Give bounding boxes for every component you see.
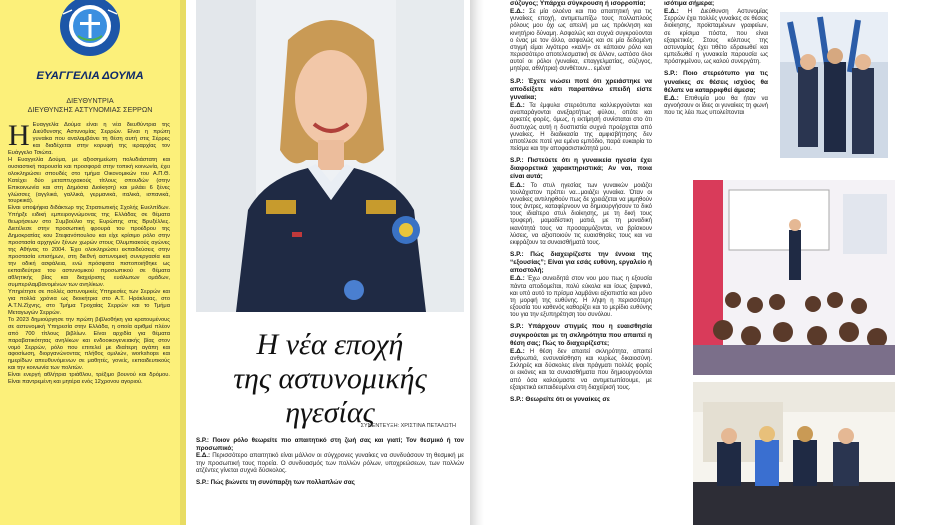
sidebar-edge: [180, 0, 186, 525]
bio-text: [8, 119, 170, 386]
interview-block: S.P.: Έχετε νιώσει ποτέ ότι χρειάστηκε να αποδείξετε κάτι παραπάνω επειδή είστε γυναίκα; Ε.Δ.: Τα έμφυλα στερεότυπα καλλιεργούνται και αναπαράγονται ανεξαρτήτως φύλου, οπότε και αρκετές φορές, όμως, η εκτίμησή συνίσταται στο ότι δυστυχώς αυτή η δυσπιστία συχνά προέρχεται από γυναίκες. Η διαδικασία της αμφισβήτησης δεν αποτέλεσε ποτέ για εμένα εμπόδιο, παρά ευκαιρία το πείσμα και την αποφασιστικότητά μου.: [510, 77, 652, 152]
left-interview: [196, 437, 464, 487]
dropcap: Η: [8, 119, 30, 152]
person-name: ΕΥΑΓΓΕΛΙΑ ΔΟΥΜΑ: [36, 70, 144, 82]
role-line2: ΔΙΕΥΘΥΝΣΗΣ ΑΣΤΥΝΟΜΙΑΣ ΣΕΡΡΩΝ: [27, 105, 153, 114]
headline: [196, 328, 464, 430]
bio-sidebar: [0, 0, 180, 525]
panel-event-photo: [693, 382, 895, 525]
interview-block: S.P.: Υπάρχουν στιγμές που η ευαισθησία συγκρούεται με τη σκληρότητα που απαιτεί η θέση σας; Πώς το διαχειρίζεστε; Ε.Δ.: Η θέση δεν απαιτεί σκληρότητα, απαιτεί ανθρωπιά, ενσυναίσθηση και κυρίως δικαιοσύνη. Σκληρές και δύσκολες είναι πράγματι πολλές φορές οι εικόνες και τα συναισθήματα που δημιουργούνται από όσα καλούμαστε να αντιμετωπίσουμε, με εξαιρετικά εκπαιδευμένοι στη διαχείρισή τους.: [510, 323, 652, 391]
bio-paragraph: Η Ευαγγελία Δούμα, με αξιοσημείωτη πολυδιάστατη και ουσιαστική παρουσία και προσφορά στην τοπική κοινωνία, έχει ολοκληρώσει σπουδές στο τμήμα Οικονομικών του Α.Π.Θ. Κατέχει δύο μεταπτυχιακούς τίτλους σπουδών (στην Επικοινωνία και στη Δημόσια Διοίκηση) και μιλάει 6 ξένες γλώσσες (αγγλικά, γαλλικά, γερμανικά, ιταλικά, ισπανικά, τουρκικά).: [8, 156, 170, 205]
interview-column-1: [510, 0, 652, 408]
headline-line3: ηγεσίας: [285, 396, 375, 429]
byline: ΣΥΝΕΝΤΕΥΞΗ: ΧΡΙΣΤΙΝΑ ΠΕΤΑΛΩΤΗ: [360, 423, 456, 429]
bio-paragraph: Είναι ενεργή αθλήτρια τριάθλου, τρέξιμο βουνού και δρόμου. Είναι παντρεμένη και μητέρα ενός 12χρονου αγοριού.: [8, 372, 170, 386]
interview-column-2: [664, 0, 768, 121]
headline-line1: Η νέα εποχή: [256, 328, 404, 361]
interview-block: S.P.: Ποιο στερεότυπο για τις γυναίκες σε θέσεις ισχύος θα θέλατε να καταρριφθεί άμεσα; Ε.Δ.: Επιθυμία μου θα ήταν να αγνοήσουν οι ίδιες οι γυναίκες τη φωνή που τις λέει πως υπολείπονται: [664, 70, 768, 117]
interview-block: S.P.: Πιστεύετε ότι η γυναικεία ηγεσία έχει διαφορετικά χαρακτηριστικά; Αν ναι, ποια είναι αυτά; Ε.Δ.: Το στυλ ηγεσίας των γυναικών μοιάζει τουλάχιστον πρέπει να...μοιάζει γυναίκα. Όταν οι γυναίκες αντιληφθούν πως δε χρειάζεται να μιμηθούν τους άντρες, καταφέρνουν να δημιουργήσουν το δικό τους ιδιαίτερο στυλ διοίκησης, με τη δική τους τρυφερή, μαμαδίστικη ματιά, με τη μοναδική ικανότητά τους να προσαρμόζονται, να βρίσκουν λύσεις, να αξιοποιούν τις ευαισθησίες τους και να εκφράζουν τα συναισθήματά τους.: [510, 157, 652, 246]
bio-paragraph: Το 2023 δημιούργησε την πρώτη βιβλιοθήκη για κρατουμένους σε αστυνομική Υπηρεσία στην Ελλάδα, η οποία αριθμεί πλέον από 700 τίτλους βιβλίων. Είναι αρχιδία για θέματα παραβατικότητας ανηλίκων και ενδοοικογενειακής βίας στον νομό Σερρών, ρόλο που επιτελεί με ιδιαίτερη αγάπη και αφοσίωση, διοργανώνοντας πλήθος ομιλιών, workshops και ημερίδων απευθυνόμενων σε μαθητές, γονείς, εκπαιδευτικούς και την κοινωνία των πολιτών.: [8, 316, 170, 372]
bio-paragraph: Η Ευαγγελία Δούμα είναι η νέα διευθύντρια της Διεύθυνσης Αστυνομίας Σερρών. Είναι η πρώτη γυναίκα που αναλαμβάνει τη θέση αυτή στις Σέρρες και διαδέχεται στην κορυφή της ιεραρχίας τον Ευάγγελο Τσιώτα.: [8, 119, 170, 156]
interview-question: S.P.: Πώς βιώνετε τη συνύπαρξη των πολλαπλών σας: [196, 478, 355, 486]
interview-block: S.P.: Θεωρείτε ότι οι γυναίκες σε: [510, 395, 610, 403]
police-emblem: [50, 0, 130, 62]
interview-block: ισότιμα σήμερα; Ε.Δ.: Η Διεύθυνση Αστυνομίας Σερρών έχει πολλές γυναίκες σε θέσεις διοίκησης, προϊσταμένων γραφείων, σε κρίσιμα πόστα, που είναι εξαιρετικές. Στους κόλπους της αστυνομίας έχει τιθέτο εδραιωθεί και εμπεδωθεί η γυναικεία παρουσία ως πρόσηκμένου, ως καλού συνεργάτη.: [664, 0, 769, 66]
ceremony-photo: [780, 12, 888, 158]
bio-paragraph: Υπηρέτησε σε πολλές αστυνομικές Υπηρεσίες των Σερρών και για πολλά χρόνια ως διοικήτρια στο Α.Τ. Ηράκλειας, στο Α.Τ.Ν.Ζίχνης, στο Τμήμα Τροχαίας Σερρών και το Τμήμα Μεταγωγών Σερρών.: [8, 288, 170, 316]
page-gutter: [470, 0, 484, 525]
portrait-photo: [196, 0, 464, 312]
role-line1: ΔΙΕΥΘΥΝΤΡΙΑ: [66, 96, 114, 105]
interview-block: σύζυγος; Υπάρχει σύγκρουση ή ισορροπία; Ε.Δ.: Σε μία ολοένα και πιο απαιτητική για τις γυναίκες εποχή, αντιμετωπίζω τους πολλαπλούς ρόλους μου όχι ως απειλή μα ως πρόκληση και κινητήριο δύναμη. Ασφαλώς και συχνά συγκρούονται ο ένας με τον άλλο, ασφαλώς και σε μία δεδομένη στιγμή είμαι λιγότερο «καλή» σε κάποιον ρόλο και περισσότερο αποτελεσματική σε άλλον, ωστόσο όλοι αυτοί οι ρόλοι (γυναίκα, επαγγελματίας, σύζυγος, μητέρα, αθλήτρια) συνθέτουν... εμένα!: [510, 0, 652, 73]
bio-paragraph: Είναι υποψήφια διδάκτωρ της Στρατιωτικής Σχολής Ευελπίδων. Υπήρξε ειδική εμπειρογνώμονας της Ελλάδας σε θέματα θεωρήσεων στο Συμβούλιο της Ευρώπης στις Βρυξέλλες. Διετέλεσε στην προσωπική φρουρά του προέδρου της Δημοκρατίας κου Στεφανόπουλου και είχε κρίσιμο ρόλο στην προστασία αρχηγών ξένων χωρών στους Ολυμπιακούς αγώνες της Αθήνας το 2004. Έχει ολοκληρώσει εκπαιδεύσεις στην προστασία επισήμων, στη διεθνή αστυνομική συνεργασία και την οδική ασφάλεια, ενώ πρόσφατα πιστοποιήθηκε ως εκπαιδεύτρια του αστυνομικού προσωπικού σε θέματα αθλητικής βίας και διαχείρισης ευάλωτων ομάδων, συμπεριλαμβανομένων των ανηλίκων.: [8, 205, 170, 288]
interview-answer: Ε.Δ.: Περισσότερο απαιτητικό είναι μάλλον οι σύγχρονες γυναίκες να συνδυάσουν τη θεσμική με την προσωπική τους πορεία. Ο συνδυασμός των πολλών ρόλων, υποχρεώσεων, των πολλών ατζέντες γίνεται συχνά δύσκολος.: [196, 452, 464, 475]
classroom-photo: [693, 180, 895, 375]
interview-block: S.P.: Πώς διαχειρίζεστε την έννοια της “εξουσίας”; Είναι για εσάς ευθύνη, εργαλείο ή αποστολή; Ε.Δ.: Έχω συνειδητά στον νου μου πως η εξουσία πάντα αποδομείται, πολύ εύκολα και ίσως ξαφνικά, και υπό αυτό το πρίσμα λαμβάνει αξιοπιστία και μόνο τη μορφή της ευθύνης. Η λήψη η περισσότερη εξουσία του καθενός καθορίζει και το μερίδιο ευθύνης του για την εξυπηρέτηση του συνόλου.: [510, 251, 652, 319]
interview-question: S.P.: Ποιον ρόλο θεωρείτε πιο απαιτητικό στη ζωή σας και γιατί; Τον θεσμικό ή τον προσωπικό;: [196, 437, 464, 452]
person-role: [0, 96, 180, 114]
headline-line2: της αστυνομικής: [233, 362, 427, 395]
